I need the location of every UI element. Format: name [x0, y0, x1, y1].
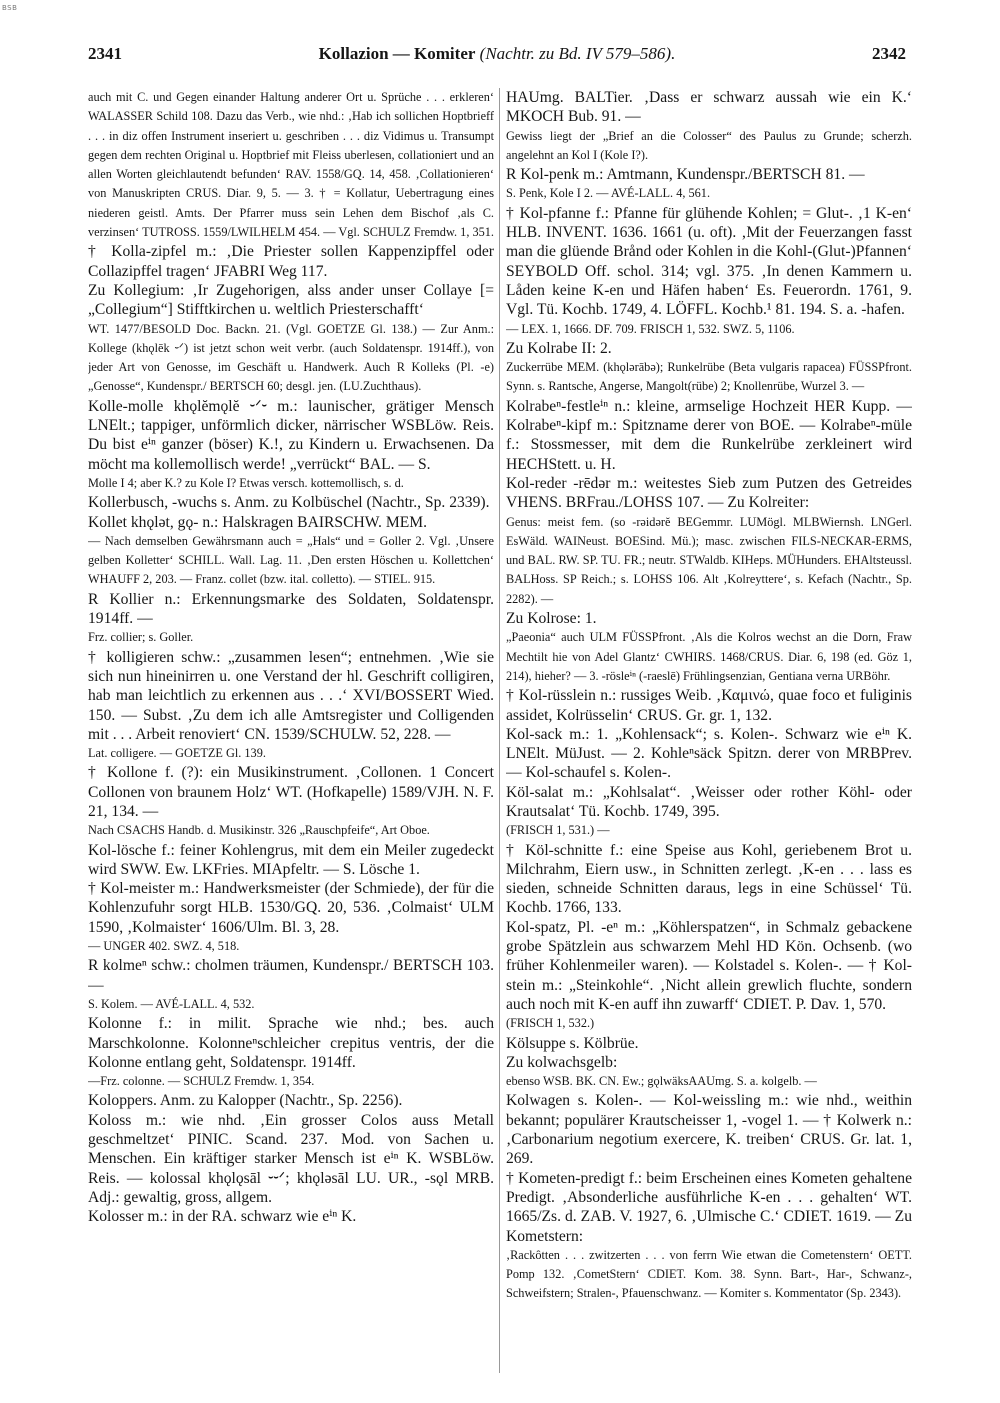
- entry-paragraph: Gewiss liegt der „Brief an die Colosser“ des Paulus zu Grunde; scherzh. angelehnt an Kol I (Kole I?).: [506, 128, 912, 162]
- page-header: [88, 44, 906, 70]
- entry-paragraph: ‚Rackôtten . . . zwitzerten . . . von ferrn Wie etwan die Cometenstern‘ OETT. Pomp 132. ‚CometStern‘ CDIET. Kom. 38. Synn. Bart-, Har-, Schwanz-, Schweifstern; Stralen-, Pfauenschwanz. — Komiter s. Kommentator (Sp. 2343).: [506, 1247, 912, 1301]
- entry-paragraph: † Kol-pfanne f.: Pfanne für glühende Kohlen; = Glut-. ‚1 K-en‘ HLB. INVENT. 1636. 1661 (u. oft). ‚Mit der Feuerzangen fasst man die glüende Brånd oder Kohlen in die Kohl-(Glut-)Pfannen‘ SEYBOLD Off. schol. 314; vgl. 375. ‚In denen Kammern u. Låden keine K-en und Häfen haben‘ Es. Feuerordn. 1761, 9. Vgl. Tü. Kochb. 1749, 4. LÖFFL. Kochb.¹ 81. 194. S. a. -hafen.: [506, 204, 912, 319]
- right-column: [506, 88, 912, 1378]
- left-column: [88, 88, 494, 1378]
- entry-paragraph: R Kollier n.: Erkennungsmarke des Soldaten, Soldatenspr. 1914ff. —: [88, 590, 494, 628]
- entry-paragraph: WT. 1477/BESOLD Doc. Backn. 21. (Vgl. GOETZE Gl. 138.) — Zur Anm.: Kollege (khǫlēk ⏑ᐟ) ist jetzt schon weit verbr. (auch Soldatenspr. 1914ff.), von jeder Art von Genosse, im Geschäft u. Handwerk. Auch R Kolleks (Pl. -e) „Genosse“, Kundenspr./ BERTSCH 60; desgl. jen. (LU.Zuchthaus).: [88, 321, 494, 394]
- entry-paragraph: Kollerbusch, -wuchs s. Anm. zu Kolbüschel (Nachtr., Sp. 2339).: [88, 494, 490, 512]
- entry-paragraph: Kolwagen s. Kolen-. — Kol-weissling m.: wie nhd., weithin bekannt; populärer Krautscheisser 1, -vogel 1. — † Kolwerk n.: ‚Carbonarium negotium exercere, K. treiben‘ CRUS. Gr. lat. 1, 269.: [506, 1092, 912, 1168]
- entry-paragraph: S. Penk, Kole I 2. — AVÉ-LALL. 4, 561.: [506, 186, 711, 201]
- entry-paragraph: —Frz. colonne. — SCHULZ Fremdw. 1, 354.: [88, 1074, 315, 1089]
- entry-paragraph: Kolosser m.: in der RA. schwarz wie eⁱⁿ K.: [88, 1208, 357, 1226]
- entry-paragraph: Kol-sack m.: 1. „Kohlensack“; s. Kolen-. Schwarz wie eⁱⁿ K. LNElt. MüJust. — 2. Kohleⁿsäck Spitzn. derer von MRBPrev. — Kol-schaufel s. Kolen-.: [506, 725, 912, 782]
- entry-paragraph: Zu Kolrose: 1.: [506, 610, 597, 628]
- entry-paragraph: (FRISCH 1, 531.) —: [506, 823, 610, 838]
- entry-paragraph: Zu Kollegium: ‚Ir Zugehorigen, alss ander unser Collaye [= „Collegium“] Stifftkirchen u. weltlich Priesterschafft‘: [88, 281, 494, 319]
- entry-paragraph: Frz. collier; s. Goller.: [88, 630, 194, 645]
- entry-paragraph: Zuckerrübe MEM. (khǫlərābə); Runkelrübe (Beta vulgaris rapacea) FÜSSPfront. Synn. s. Rantsche, Angerse, Mangolt(rübe) 2; Knollenrübe, Wurzel 3. —: [506, 360, 912, 394]
- entry-paragraph: — UNGER 402. SWZ. 4, 518.: [88, 939, 240, 954]
- entry-paragraph: Molle I 4; aber K.? zu Kole I? Etwas versch. kottemollisch, s. d.: [88, 475, 404, 490]
- entry-paragraph: Zu Kolrabe II: 2.: [506, 339, 612, 357]
- entry-paragraph: Lat. colligere. — GOETZE Gl. 139.: [88, 746, 266, 761]
- running-title-note: (Nachtr. zu Bd. IV 579–586).: [479, 44, 676, 63]
- entry-paragraph: auch mit C. und Gegen einander Haltung anderer Ort u. Sprüche . . . erkleren‘ WALASSER Schild 108. Dazu das Verb., wie nhd.: ‚Hab ich sollichen Hoptbrieff . . . in diz offen Instrument inseriert u. geschriben . . . diz Vidimus u. Transumpt gegen dem rechten Original u. Hoptbrief mit Fleiss uberlesen, collationiert und an allen Worten gleichlautendt befunden‘ RAV. 1558/GQ. 14, 458. ‚Collationieren‘ von Manuskripten CRUS. Diar. 9, 5. — 3. † = Kollatur, Uebertragung eines niederen geistl. Amts. Der Pfarrer muss sein Lehen dem Bischof ‚als C. verzinsen‘ TUTROSS. 1559/LWILHELM 454. — Vgl. SCHULZ Fremdw. 1, 351.: [88, 90, 494, 240]
- entry-paragraph: † Kometen-predigt f.: beim Erscheinen eines Kometen gehaltene Predigt. ‚Absonderliche ausführliche K-en . . . gehalten‘ WT. 1665/Zs. d. ZAB. V. 1927, 6. ‚Ulmische C.‘ CDIET. 1619. — Zu Kometstern:: [506, 1169, 912, 1245]
- entry-paragraph: — Nach demselben Gewährsmann auch = „Hals“ und = Goller 2. Vgl. ‚Unsere gelben Kolletter‘ SCHILL. Wall. Lag. 11. ‚Den ersten Höschen u. Kollettchen‘ WHAUFF 2, 203. — Franz. collet (bzw. ital. colletto). — STIEL. 915.: [88, 533, 494, 587]
- entry-paragraph: Genus: meist fem. (so -rəidərĕ BEGemmr. LUMögl. MLBWiernsh. LNGerl. EsWäld. WAINeust. BOESind. Mü.); masc. zwischen FILS-NECKAR-ERMS, und BAL. RW. SP. TU. FR.; neutr. STWaldb. KIHeps. MÜHunders. EHAltsteussl. BALHoss. SP Reich.; s. LOHSS 106. Alt ‚Kolreyttere‘, s. Kefach (Nachtr., Sp. 2282). —: [506, 514, 912, 606]
- entry-paragraph: Kolrabeⁿ-festleⁱⁿ n.: kleine, armselige Hochzeit HER Kupp. — Kolrabeⁿ-kipf m.: Spitzname derer von BOE. — Kolrabeⁿ-müle f.: Stossmesser, mit dem die Runkelrübe zerkleinert wird HECHStett. u. H.: [506, 397, 912, 473]
- entry-paragraph: Köl-salat m.: „Kohlsalat“. ‚Weisser oder rother Köhl- oder Krautsalat‘ Tü. Kochb. 1749, 395.: [506, 783, 912, 820]
- library-stamp: BSB: [2, 4, 18, 12]
- entry-paragraph: Kol-lösche f.: feiner Kohlengrus, mit dem ein Meiler zugedeckt wird SWW. Ew. LKFries. MIApfeltr. — S. Lösche 1.: [88, 841, 494, 878]
- entry-paragraph: Zu kolwachsgelb:: [506, 1053, 618, 1071]
- entry-paragraph: Koloppers. Anm. zu Kalopper (Nachtr., Sp. 2256).: [88, 1092, 403, 1110]
- column-divider: [499, 88, 500, 1373]
- entry-paragraph: † Köl-schnitte f.: eine Speise aus Kohl, geriebenem Brot u. Milchrahm, Eiern usw., in Schnitten zerlegt. ‚K-en . . . lass es sieden, schneide Schnitten daraus, legs in eine Schüssel‘ Tü. Kochb. 1766, 133.: [506, 841, 912, 917]
- entry-paragraph: „Paeonia“ auch ULM FÜSSPfront. ‚Als die Kolros wechst an die Dorn, Fraw Mechtilt hie von Adel Glantz‘ CWHIRS. 1468/CRUS. Diar. 6, 198 (ed. Göz 1, 214), hieher? — 3. -rösleⁱⁿ (-raeslē) Frühlingsenzian, Gentiana verna URBöhr.: [506, 630, 912, 683]
- entry-paragraph: † Kol-meister m.: Handwerksmeister (der Schmiede), der für die Kohlenzufuhr sorgt HLB. 1530/GQ. 20, 536. ‚Colmaist‘ ULM 1590, ‚Kolmaister‘ 1606/Ulm. Bl. 3, 28.: [88, 880, 494, 936]
- entry-paragraph: HAUmg. BALTier. ‚Dass er schwarz aussah wie ein K.‘ MKOCH Bub. 91. —: [506, 89, 912, 126]
- running-title: [88, 44, 906, 64]
- entry-paragraph: † Kollone f. (?): ein Musikinstrument. ‚Collonen. 1 Concert Collonen von braunem Holz‘ WT. (Hofkapelle) 1589/VJH. N. F. 21, 134. —: [88, 764, 494, 820]
- entry-paragraph: Koloss m.: wie nhd. ‚Ein grosser Colos auss Metall geschmeltzet‘ PINIC. Scand. 237. Mod. von Sachen u. Menschen. Ein kräftiger starker Mensch ist eⁱⁿ K. WSBLöw. Reis. — kolossal khǫlǫsāl ⏑⏑ᐟ; khǫləsāl LU. UR., -sǫl MRB. Adj.: gewaltig, gross, allgem.: [88, 1111, 494, 1206]
- entry-paragraph: ebenso WSB. BK. CN. Ew.; gǫlwäksAAUmg. S. a. kolgelb. —: [506, 1074, 817, 1089]
- entry-paragraph: Kolonne f.: in milit. Sprache wie nhd.; bes. auch Marschkolonne. Kolonneⁿschleicher crepitus ventris, der die Kolonne entlang geht, Soldatenspr. 1914ff.: [88, 1015, 494, 1071]
- entry-paragraph: S. Kolem. — AVÉ-LALL. 4, 532.: [88, 996, 255, 1011]
- page-number-left: 2341: [88, 44, 122, 63]
- entry-paragraph: † Kolla-zipfel m.: ‚Die Priester sollen Kappenzipffel oder Collazipffel tragen‘ JFABRI Weg 117.: [88, 243, 494, 280]
- entry-paragraph: R kolmeⁿ schw.: cholmen träumen, Kundenspr./ BERTSCH 103. —: [88, 957, 494, 994]
- entry-paragraph: Kolle-molle khǫlĕmǫlĕ ⏑ᐟ⏑ m.: launischer, grätiger Mensch LNElt.; tappiger, unförmlich dicker, närrischer WSBLöw. Reis. Du bist eⁱⁿ ganzer (böser) K.!, zu Kindern u. Erwachsenen. Da möcht ma kollemollisch werde! „verrückt“ BAL. — S.: [88, 397, 494, 473]
- page-number-right: 2342: [872, 44, 906, 63]
- entry-paragraph: † kolligieren schw.: „zusammen lesen“; entnehmen. ‚Wie sie sich nun hineinirren u. one Verstand der hl. Geschrift colligiren, hab man leichtlich zu erkennen aus . . .‘ XVI/BOSSERT Wied. 150. — Subst. ‚Zu dem ich alle Amtsregister und Colligenden mit . . . Arbeit renoviert‘ CN. 1539/SCHULW. 52, 228. —: [88, 648, 494, 743]
- running-title-entries: Kollazion — Komiter: [318, 44, 476, 63]
- entry-paragraph: † Kol-rüsslein n.: russiges Weib. ‚Καμινώ, quae foco et fuliginis assidet, Kolrüsselin‘ CRUS. Gr. gr. 1, 132.: [506, 687, 912, 724]
- entry-paragraph: Kölsuppe s. Kölbrüe.: [506, 1034, 639, 1052]
- entry-paragraph: Kol-reder -rēdər m.: weitestes Sieb zum Putzen des Getreides VHENS. BRFrau./LOHSS 107. — Zu Kolreiter:: [506, 474, 912, 512]
- entry-paragraph: Kol-spatz, Pl. -eⁿ m.: „Köhlerspatzen“, in Schmalz gebackene grobe Spätzlein aus schwarzem Mehl HD Kön. Ochsenb. (wo früher Kohlenmeiler waren). — Kolstadel s. Kolen-. — † Kol-stein m.: „Steinkohle“. ‚Nicht allein grewlich fluchte, sondern auch noch mit K-en auff ihn zuwarff‘ CDIET. P. Dav. 1, 570.: [506, 918, 912, 1013]
- entry-paragraph: Nach CSACHS Handb. d. Musikinstr. 326 „Rauschpfeife“, Art Oboe.: [88, 823, 430, 838]
- entry-paragraph: (FRISCH 1, 532.): [506, 1016, 595, 1031]
- entry-paragraph: — LEX. 1, 1666. DF. 709. FRISCH 1, 532. SWZ. 5, 1106.: [506, 321, 795, 336]
- entry-paragraph: Kollet khǫlət, gǫ- n.: Halskragen BAIRSCHW. MEM.: [88, 513, 427, 531]
- entry-paragraph: R Kol-penk m.: Amtmann, Kundenspr./BERTSCH 81. —: [506, 166, 865, 184]
